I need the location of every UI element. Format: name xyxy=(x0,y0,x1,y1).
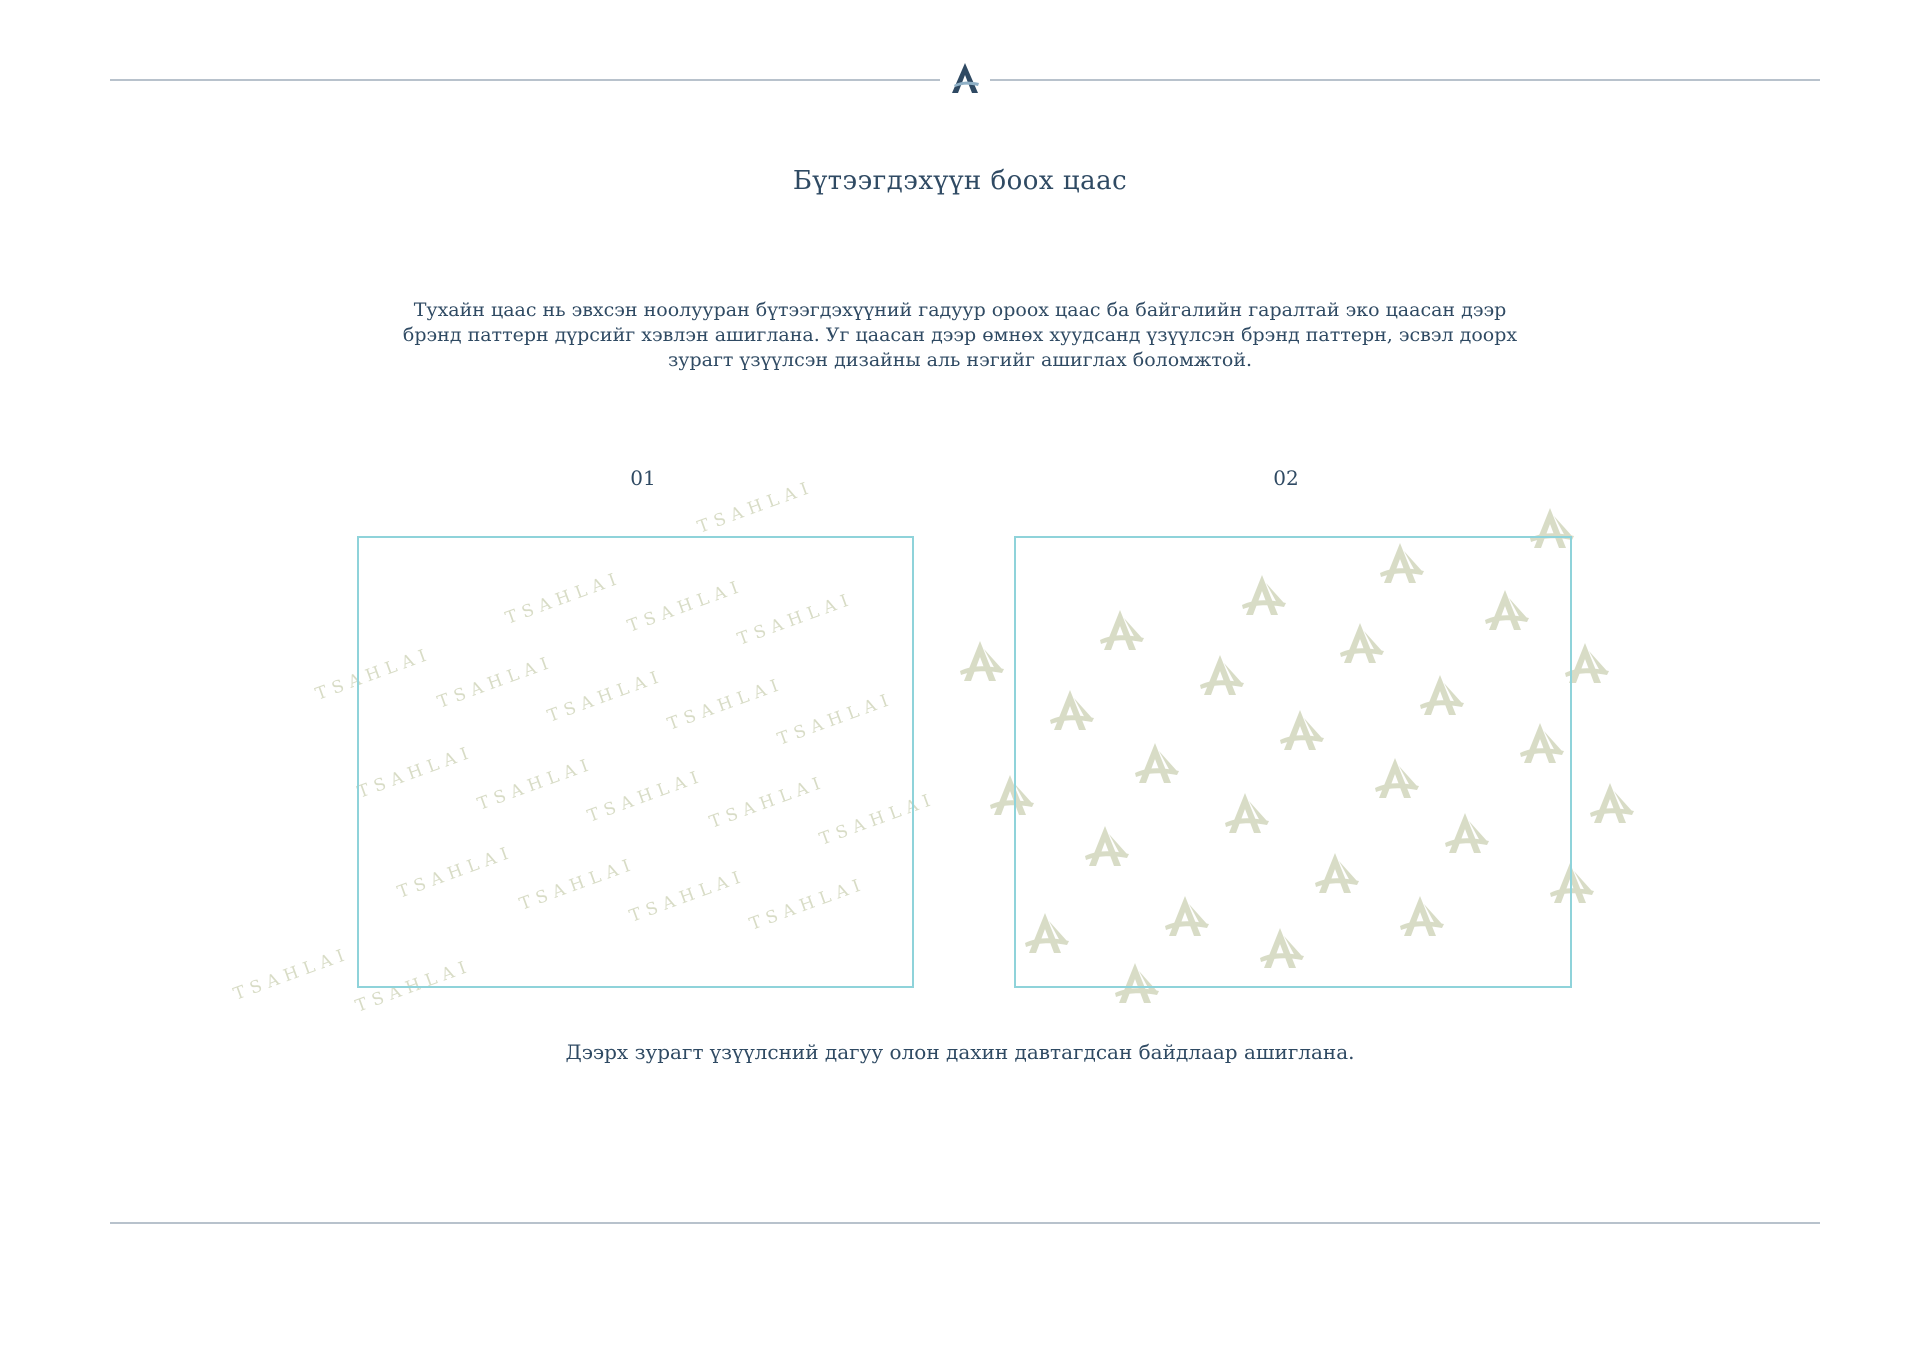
wordmark: TSAHLAI xyxy=(352,956,475,1017)
bottom-rule xyxy=(110,1222,1820,1224)
usage-note: Дээрх зурагт үзүүлсний дагуу олон дахин давтагдсан байдлаар ашиглана. xyxy=(565,1040,1355,1064)
sample-label-01: 01 xyxy=(630,466,656,490)
intro-paragraph: Тухайн цаас нь эвхсэн ноолууран бүтээгдэхүүний гадуур ороох цаас ба байгалийн гаралтай эко цаасан дээр брэнд паттерн дүрсийг хэвлэн ашиглана. Уг цаасан дээр өмнөх хуудсанд үзүүлсэн брэнд паттерн, эсвэл доорх зурагт үзүүлсэн дизайны аль нэгийг ашиглах боломжтой. xyxy=(402,299,1518,371)
wordmark: TSAHLAI xyxy=(706,772,829,833)
wordmark: TSAHLAI xyxy=(734,589,857,650)
wordmark: TSAHLAI xyxy=(394,842,517,903)
wordmark: TSAHLAI xyxy=(354,742,477,803)
brand-a-monogram-icon xyxy=(945,59,985,99)
wordmark: TSAHLAI xyxy=(434,652,557,713)
wordmark: TSAHLAI xyxy=(584,766,707,827)
sample-label-02: 02 xyxy=(1273,466,1299,490)
wordmark: TSAHLAI xyxy=(664,674,787,735)
wordmark: TSAHLAI xyxy=(502,568,625,629)
wordmark: TSAHLAI xyxy=(746,874,869,935)
wordmark: TSAHLAI xyxy=(626,866,749,927)
sample-frame-01 xyxy=(354,536,914,988)
wordmark: TSAHLAI xyxy=(230,944,353,1005)
wordmark: TSAHLAI xyxy=(516,854,639,915)
header-logo xyxy=(940,54,990,104)
sample-frame-02 xyxy=(1014,536,1572,988)
wordmark: TSAHLAI xyxy=(544,666,667,727)
wordmark: TSAHLAI xyxy=(312,644,435,705)
wordmark: TSAHLAI xyxy=(694,477,817,538)
wordmark: TSAHLAI xyxy=(624,576,747,637)
page-title: Бүтээгдэхүүн боох цаас xyxy=(792,166,1128,196)
wordmark: TSAHLAI xyxy=(816,789,939,850)
wordmark: TSAHLAI xyxy=(474,754,597,815)
wordmark: TSAHLAI xyxy=(774,689,897,750)
